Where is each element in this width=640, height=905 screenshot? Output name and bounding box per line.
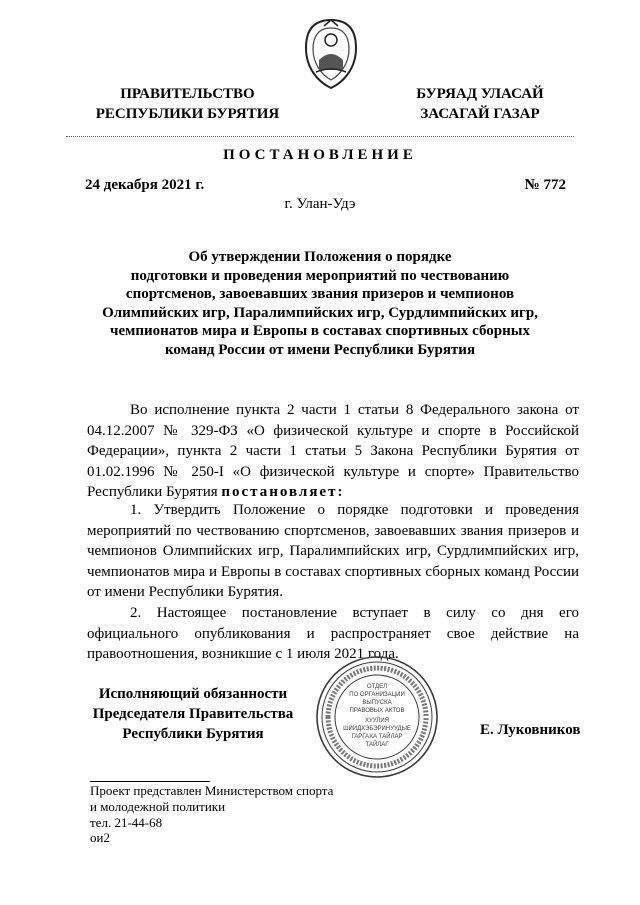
issuer-name-russian: [80, 84, 295, 124]
position-line3: Республики Бурятия: [122, 726, 264, 742]
signatory-position: [88, 684, 298, 744]
project-note-line1: Проект представлен Министерством спорта: [90, 783, 334, 798]
header-divider: [66, 136, 574, 137]
document-title: [100, 248, 540, 359]
stamp-line: ПРАВОВЫХ АКТОВ: [349, 708, 405, 714]
stamp-line: ШИИДХЭБЭРИНУУДЫЕ: [343, 726, 411, 732]
footnote-rule: [90, 781, 210, 782]
project-note-line2: и молодежной политики: [90, 799, 226, 814]
item-2-text: 2. Настоящее постановление вступает в силу со дня его официального опубликования и распространяет свое действие на правоотношения, возникшие с 1 июля 2021 года.: [87, 605, 579, 662]
preamble-text: Во исполнение пункта 2 части 1 статьи 8 Федерального закона от 04.12.2007 № 329-ФЗ «О физической культуре и спорте в Российской Федерации», пункта 2 части 1 статьи 5 Закона Республики Бурятия от 01.02.1996 № 250-I «О физической культуре и спорте» Правительство Республики Бурятия: [87, 402, 579, 500]
item-1-paragraph: [87, 500, 579, 603]
position-line1: Исполняющий обязанности: [98, 686, 288, 702]
document-city: г. Улан-Удэ: [284, 196, 356, 212]
item-1-text: 1. Утвердить Положение о порядке подготовки и проведения мероприятий по чествованию спортсменов, завоевавших звания призеров и чемпионов Олимпийских игр, Паралимпийских игр, Сурдлимпийских игр, чемпионатов мира и Европы в составах спортивных сборных команд России от имени Республики Бурятия.: [87, 502, 579, 600]
project-note: [90, 783, 333, 831]
contact-phone: тел. 21-44-68: [90, 815, 163, 830]
position-line2: Председателя Правительства: [92, 706, 294, 722]
issuer-name-buryat: [395, 84, 565, 124]
stamp-line: ТАЙЛАГ: [365, 742, 389, 748]
document-code: ои2: [90, 830, 110, 845]
stamp-line: ГАРГАХА ТАЙЛАР: [351, 734, 403, 740]
title-line: Об утверждении Положения о порядке: [188, 249, 452, 265]
stamp-line: ОТДЕЛ: [366, 684, 388, 690]
title-line: команд России от имени Республики Бурятия: [164, 341, 476, 358]
issuer-ru-line1: ПРАВИТЕЛЬСТВО: [120, 86, 255, 102]
issuer-bua-line2: ЗАСАГАЙ ГАЗАР: [420, 106, 540, 122]
document-type: ПОСТАНОВЛЕНИЕ: [223, 147, 417, 163]
stamp-line: ВЫПУСКА: [362, 700, 392, 706]
title-line: Олимпийских игр, Паралимпийских игр, Сурдлимпийских игр,: [102, 304, 538, 321]
official-stamp-seal: [314, 654, 440, 780]
document-date: 24 декабря 2021 г.: [85, 177, 205, 193]
decree-word: постановляет:: [221, 484, 345, 500]
title-line: чемпионатов мира и Европы в составах спортивных сборных: [110, 323, 530, 339]
stamp-line: ПО ОРГАНИЗАЦИИ: [349, 692, 405, 698]
title-line: спортсменов, завоевавших звания призеров и чемпионов: [125, 286, 515, 302]
signatory-name: Е. Луковников: [480, 722, 581, 738]
preamble-paragraph: [87, 400, 579, 503]
coat-of-arms-emblem: [300, 18, 362, 90]
title-line: подготовки и проведения мероприятий по чествованию: [130, 267, 510, 284]
stamp-line: ХУУЛИЯ: [364, 718, 390, 724]
issuer-bua-line1: БУРЯАД УЛАСАЙ: [416, 86, 544, 102]
document-number: № 772: [524, 177, 566, 193]
issuer-ru-line2: РЕСПУБЛИКИ БУРЯТИЯ: [95, 106, 280, 122]
